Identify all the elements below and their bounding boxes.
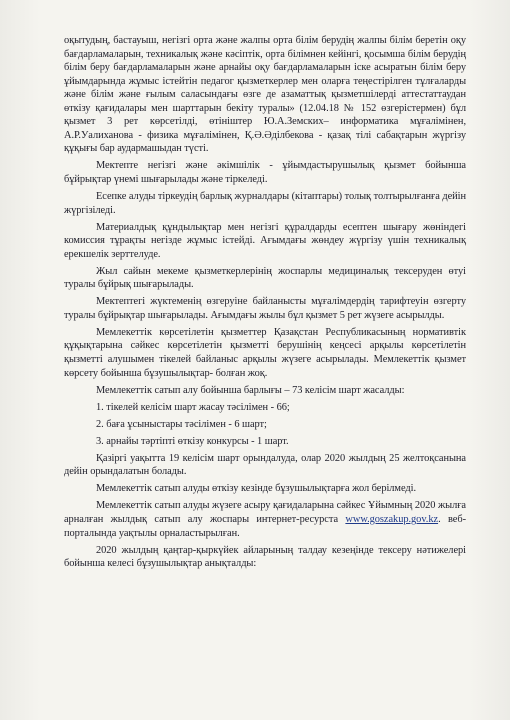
list-item-direct-contract: 1. тікелей келісім шарт жасау тәсілімен - 66; (96, 401, 290, 413)
paragraph-tariff: Мектептегі жүктеменің өзгеруіне байланысты мұғалімдердің тарифтеуін өзгерту туралы бұйрықтар шығарылады. Ағымдағы жылы бұл қызмет 5 рет жүзеге асырылды. (64, 296, 466, 321)
paragraph-contracts-in-progress: Қазіргі уақытта 19 келісім шарт орындалуда, олар 2020 жылдың 25 желтоқсанына дейін орындалатын болады. (64, 452, 466, 478)
list-item-special-contest: 3. арнайы тәртіпті өткізу конкурсы - 1 шарт. (96, 435, 289, 447)
annual-plan-suffix: . веб-порталында уақтылы орналастырылған. (64, 514, 466, 539)
paragraph-public-services: Мемлекеттік көрсетілетін қызметтер Қазақстан Республикасының нормативтік құқықтарына сәйкес көрсетілетін қызметті берушінің кеңсесі арқылы көрсетілетін қызметті алушымен тікелей байланыс арқылы жүзеге асырылады. Мемлекеттік қызмет көрсету бойынша бұзушылықтар- болған жоқ. (64, 326, 466, 379)
annual-plan-text: Мемлекеттік сатып алуды жүзеге асыру қағидаларына сәйкес Ұйымның 2020 жылға арналған жылдық сатып алу жоспары интернет-ресурста (64, 500, 466, 525)
paragraph-journals: Есепке алуды тіркеудің барлық журналдары (кітаптары) толық толтырылғанға дейін жүргізіледі. (64, 191, 466, 216)
paragraph-medical: Жыл сайын мекеме қызметкерлерінің жоспарлы медициналық тексеруден өтуі туралы бұйрық шығарылады. (64, 265, 466, 291)
paragraph-annual-plan (64, 499, 466, 540)
paragraph-procurement-total: Мемлекеттік сатып алу бойынша барлығы – 73 келісім шарт жасалды: (96, 384, 405, 396)
list-item-price-offers: 2. баға ұсыныстары тәсілімен - 6 шарт; (96, 418, 267, 430)
goszakup-link[interactable]: www.goszakup.gov.kz (345, 514, 439, 525)
paragraph-audit-findings: 2020 жылдың қаңтар-қыркүйек айларының талдау кезеңінде тексеру нәтижелері бойынша келесі бұзушылықтар анықталды: (64, 544, 466, 570)
paragraph-orders: Мектепте негізгі және әкімшілік - ұйымдастырушылық қызмет бойынша бұйрықтар үнемі шығарылады және тіркеледі. (64, 160, 466, 185)
paragraph-commission: Материалдық құндылықтар мен негізгі құралдарды есептен шығару жөніндегі комиссия тұрақты негізде жұмыс істейді. Ағымдағы жөндеу жүргізу үшін техникалық ерекшелік зерттелуде. (64, 221, 466, 260)
paragraph-no-violations: Мемлекеттік сатып алуды өткізу кезінде бұзушылықтарға жол берілмеді. (96, 483, 417, 495)
paragraph-attestation: оқытудың, бастауыш, негізгі орта және жалпы орта білім берудің жалпы білім беретін оқу бағдарламаларын, техникалық және кәсіптік, орта білімнен кейінгі, қосымша білім берудің білім беру бағдарламаларын және арнайы оқу бағдарламаларын іске асыратын білім беру ұйымдарында жұмыс істейтін педагог қызметкерлер мен оларға теңестірілген тұлғаларды және білім және ғылым саласындағы өзге де азаматтық қызметшілерді аттестаттаудан өткізу қағидалары мен шарттарын бекіту туралы» (12.04.18 № 152 өзгерістермен) бұл қызмет 3 рет көрсетілді, өтініштер Ю.А.Земских– информатика мұғалімінен, А.Р.Уалиханова - физика мұғалімінен, Қ.Ә.Әділбекова - қазақ тілі сабақтарын жүргізу құқығы бар аудармашыдан түсті. (64, 35, 466, 155)
